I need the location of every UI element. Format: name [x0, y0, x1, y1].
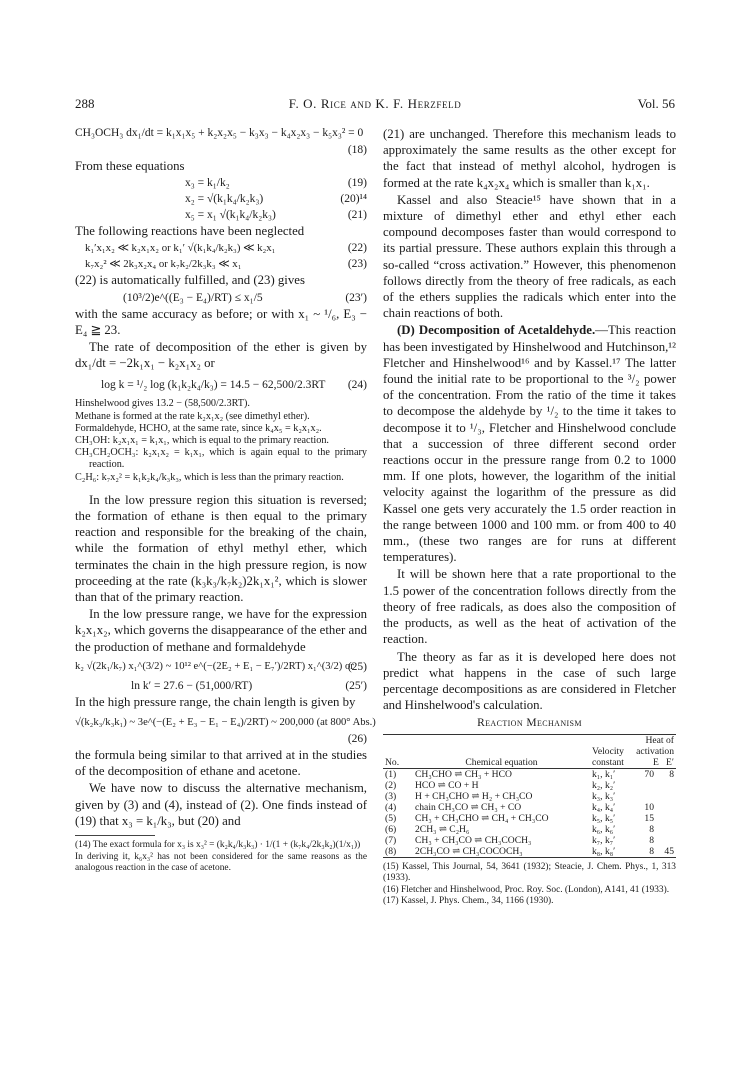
table-cell: k₂, k₂′: [592, 779, 616, 791]
column-header: Chemical equation: [465, 756, 538, 768]
footnote-17: (17) Kassel, J. Phys. Chem., 34, 1166 (1930).: [383, 896, 554, 907]
table-row: [383, 768, 676, 780]
equation-23: k₇x₂² ≪ 2k₃x₂x₄ or k₇k₂/2k₃k₃ ≪ x₁ (23): [85, 258, 367, 271]
equation-22: k₁′x₁x₂ ≪ k₂x₁x₂ or k₁′ √(k₁k₄/k₂k₃) ≪ k₂x₁ (22): [85, 242, 367, 255]
table-cell: [656, 813, 676, 824]
table-cell: CH₃CHO ⇌ CH₃ + HCO: [415, 768, 512, 780]
paragraph: The following reactions have been neglected: [75, 224, 305, 239]
table-cell: 15: [644, 812, 654, 824]
table-cell: 10: [644, 801, 654, 813]
note-line: CH₃CH₂OCH₃: k₂x₁x₂ = k₁x₁, which is again equal to the primary reaction.: [75, 447, 367, 471]
paragraph: Kassel and also Steacie¹⁵ have shown that in a mixture of dimethyl ether and ethyl ether each compound decomposes faster than would correspond to its partial pressure. These authors explain this through a so-called “cross activation.” However, this phenomenon follows directly from the theory of free radicals, as each of the ethers supplies the radicals which enter into the chain reactions of both.: [383, 192, 676, 321]
table-cell: (2): [385, 779, 397, 791]
section-text: —This reaction has been investigated by Hinshelwood and Hutchinson,¹² Fletcher and Hinshelwood¹⁶ and by Kassel.¹⁷ The latter found the initial rate to be proportional to the ³/₂ power of the concentration. From the ratio of the time it takes to decompose the aldehyde by ¹/₂ to the time it takes to decompose it to ¹/₃, Fletcher and Hinshelwood conclude that a succession of three different second order reactions occur in the pressure range from 0.2 to 1000 mm. If one plots, however, the logarithm of the initial velocity against the logarithm of the pressure as did Kassel one gets very accurately the 1.5 order reaction in the range between 1000 and 100 mm. or from 400 to 40 mm., (these two ranges are for runs at different temperatures).: [383, 323, 676, 565]
table-cell: (1): [385, 768, 397, 780]
equation-25: k₂ √(2k₁/k₇) x₁^(3/2) ~ 10¹² e^(−(2E₂ + E₁ − E₇′)/2RT) x₁^(3/2) or (25): [75, 660, 367, 673]
table-row: [383, 824, 676, 835]
paragraph: The rate of decomposition of the ether is given by dx₁/dt = −2k₁x₁ − k₂x₁x₂ or: [75, 340, 367, 371]
footnote-16: (16) Fletcher and Hinshelwood, Proc. Roy. Soc. (London), A141, 41 (1933).: [383, 884, 670, 895]
table-row: [383, 780, 676, 791]
note-line: Hinshelwood gives 13.2 − (58,500/2.3RT).: [75, 398, 250, 410]
right-column: [383, 126, 676, 908]
table-row: [383, 802, 676, 813]
paragraph: the formula being similar to that arrived at in the studies of the decomposition of ethane and acetone.: [75, 748, 367, 779]
paragraph: (22) is automatically fulfilled, and (23) gives: [75, 273, 305, 288]
equation-19: x₃ = k₁/k₂ (19): [185, 177, 367, 190]
table-cell: 2CH₃ ⇌ C₂H₆: [415, 823, 470, 835]
table-cell: [634, 780, 656, 791]
equation-23-prime: (10³/2)e^((E₃ − E₄)/RT) ≤ x₁/5 (23′): [123, 291, 367, 304]
left-column: [75, 126, 376, 875]
table-cell: 8: [669, 768, 674, 780]
table-cell: k₄, k₄′: [592, 801, 616, 813]
table-cell: k₃, k₃′: [592, 790, 616, 802]
equation-20: x₂ = √(k₁k₄/k₂k₃) (20)¹⁴: [185, 193, 367, 206]
note-line: CH₃OH: k₂x₁x₁ = k₁x₁, which is equal to the primary reaction.: [75, 435, 329, 447]
table-cell: (7): [385, 834, 397, 846]
equation-18: CH₃OCH₃ dx₁/dt = k₁x₁x₅ + k₂x₂x₅ − k₃x₃ − k₄x₂x₃ − k₅x₃² = 0 (18): [75, 127, 367, 156]
table-cell: [634, 791, 656, 802]
footnote-14: (14) The exact formula for x₃ is x₃² = (k₂k₄/k₃k₃) · 1/(1 + (k₇k₄/2k₃k₂)(1/x₁)): [75, 840, 361, 851]
paragraph: [383, 322, 676, 565]
note-line: C₂H₆: k₇x₂² = k₁k₂k₄/k₃k₃, which is less than the primary reaction.: [75, 471, 344, 483]
table-cell: (3): [385, 790, 397, 802]
table-row: [383, 846, 676, 858]
table-cell: (5): [385, 812, 397, 824]
paragraph: It will be shown here that a rate proportional to the 1.5 power of the concentration follows directly from the theory of free radicals, as does also the composition of the products, as well as the heat of activation of the reaction.: [383, 567, 676, 647]
table-cell: [656, 780, 676, 791]
column-header: No.: [385, 756, 400, 768]
section-heading: (D) Decomposition of Acetaldehyde.: [397, 323, 596, 338]
table-cell: k₁, k₁′: [592, 768, 616, 780]
paragraph: In the low pressure region this situation is reversed; the formation of ethane is then equal to the primary reaction and responsible for the breaking of the chain, while the formation of ethyl methyl ether, which terminates the chain in the high pressure region, is now proceeding at the rate (k₃k₃/k₇k₂)2k₁x₁², which is slower than that of the primary reaction.: [75, 492, 367, 605]
reaction-mechanism-table: [383, 734, 676, 858]
running-header: [75, 96, 675, 116]
table-row: [383, 813, 676, 824]
table-cell: chain CH₃CO ⇌ CH₃ + CO: [415, 801, 522, 813]
paragraph: with the same accuracy as before; or with x₁ ~ ¹/₆, E₃ − E₄ ≧ 23.: [75, 306, 367, 337]
table-cell: k₈, k₈′: [592, 845, 616, 857]
table-cell: [656, 824, 676, 835]
note-line: Formaldehyde, HCHO, at the same rate, since k₄x₅ = k₂x₁x₂.: [75, 422, 322, 434]
table-cell: HCO ⇌ CO + H: [415, 779, 479, 791]
equation-25-prime: ln k′ = 27.6 − (51,000/RT) (25′): [131, 679, 367, 692]
table-cell: [656, 802, 676, 813]
footnote-15: (15) Kassel, This Journal, 54, 3641 (1932); Steacie, J. Chem. Phys., 1, 313 (1933).: [383, 861, 676, 884]
paragraph: The theory as far as it is developed here does not predict what happens in the case of such large percentage decompositions as are considered in Fletcher and Hinshelwood's calculation.: [383, 649, 676, 713]
table-cell: [656, 791, 676, 802]
table-cell: 8: [649, 834, 654, 846]
table-cell: k₆, k₆′: [592, 823, 616, 835]
table-row: [383, 791, 676, 802]
table-title: Reaction Mechanism: [477, 717, 582, 730]
equation-24: log k = ¹/₂ log (k₁k₂k₄/k₃) = 14.5 − 62,500/2.3RT (24): [101, 379, 367, 392]
paragraph: In the high pressure range, the chain length is given by: [75, 694, 356, 709]
table-cell: 8: [649, 845, 654, 857]
table-cell: 8: [649, 823, 654, 835]
paragraph: We have now to discuss the alternative mechanism, given by (3) and (4), instead of (2). One finds instead of (19) that x₃ = k₁/k₃, but (20) and: [75, 781, 367, 828]
volume-label: Vol. 56: [637, 96, 675, 111]
note-line: Methane is formed at the rate k₂x₁x₂ (see dimethyl ether).: [75, 410, 310, 422]
table-cell: CH₃ + CH₃CHO ⇌ CH₄ + CH₃CO: [415, 812, 549, 824]
equation-26: √(k₂k₃/k₃k₁) ~ 3e^(−(E₂ + E₃ − E₁ − E₄)/2RT) ~ 200,000 (at 800° Abs.) (26): [75, 717, 376, 746]
table-cell: H + CH₃CHO ⇌ H₂ + CH₃CO: [415, 790, 533, 802]
table-row: [383, 835, 676, 846]
table-cell: (8): [385, 845, 397, 857]
table-cell: 70: [644, 768, 654, 780]
table-cell: 2CH₃CO ⇌ CH₃COCOCH₃: [415, 845, 523, 857]
table-cell: k₇, k₇′: [592, 834, 616, 846]
column-header: Velocity constant: [592, 745, 624, 768]
table-cell: 45: [664, 845, 674, 857]
table-header-row: [383, 734, 676, 768]
equation-21: x₅ = x₁ √(k₁k₄/k₂k₃) (21): [185, 209, 367, 222]
table-cell: (6): [385, 823, 397, 835]
paragraph: From these equations: [75, 159, 185, 173]
table-cell: k₅, k₅′: [592, 812, 616, 824]
paragraph: (21) are unchanged. Therefore this mechanism leads to approximately the same results as the other except for the fact that instead of methyl alcohol, hydrogen is formed at the rate k₄x₂x₄ which is smaller than k₁x₁.: [383, 127, 676, 190]
page-number: 288: [75, 96, 95, 111]
table-cell: [656, 835, 676, 846]
footnote-14-note: In deriving it, k₆x₃² has not been considered for the same reasons as the analogous reaction in the case of acetone.: [75, 851, 367, 874]
table-cell: (4): [385, 801, 397, 813]
column-header: Heat of activation E E′: [636, 734, 674, 768]
product-notes: [75, 398, 367, 483]
table-cell: CH₃ + CH₃CO ⇌ CH₃COCH₃: [415, 834, 532, 846]
paragraph: In the low pressure range, we have for the expression k₂x₁x₂, which governs the disappearance of the ether and the production of methane and formaldehyde: [75, 607, 367, 654]
footnote-rule: [75, 835, 155, 836]
running-authors: F. O. Rice and K. F. Herzfeld: [288, 96, 462, 111]
